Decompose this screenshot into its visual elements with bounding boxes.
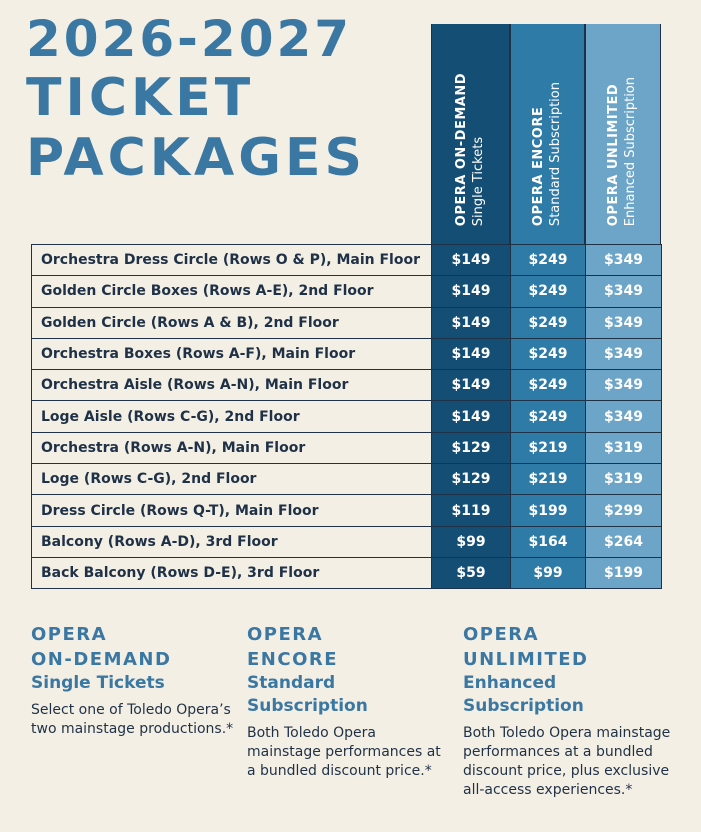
price-on-demand: $149 — [432, 245, 511, 276]
table-row — [32, 401, 662, 432]
seat-section: Orchestra Dress Circle (Rows O & P), Main Floor — [32, 245, 432, 276]
table-row — [32, 276, 662, 307]
package-description-on-demand — [31, 622, 236, 739]
seat-section: Orchestra (Rows A-N), Main Floor — [32, 432, 432, 463]
price-encore: $219 — [511, 464, 586, 495]
package-description-encore — [247, 622, 452, 781]
price-unlimited: $349 — [586, 276, 662, 307]
table-row — [32, 526, 662, 557]
seat-section: Back Balcony (Rows D-E), 3rd Floor — [32, 557, 432, 588]
price-on-demand: $129 — [432, 464, 511, 495]
column-header-on-demand — [431, 24, 510, 244]
seat-section: Orchestra Aisle (Rows A-N), Main Floor — [32, 370, 432, 401]
price-unlimited: $349 — [586, 245, 662, 276]
price-on-demand: $129 — [432, 432, 511, 463]
table-row — [32, 432, 662, 463]
seat-section: Golden Circle Boxes (Rows A-E), 2nd Floor — [32, 276, 432, 307]
price-on-demand: $149 — [432, 401, 511, 432]
price-on-demand: $119 — [432, 495, 511, 526]
column-header-sub: Single Tickets — [470, 136, 486, 226]
column-header-name: OPERA UNLIMITED — [606, 83, 622, 226]
table-row — [32, 557, 662, 588]
price-unlimited: $349 — [586, 338, 662, 369]
price-encore: $199 — [511, 495, 586, 526]
price-on-demand: $149 — [432, 370, 511, 401]
title-ticket: TICKET — [26, 68, 255, 128]
price-encore: $219 — [511, 432, 586, 463]
seat-section: Loge (Rows C-G), 2nd Floor — [32, 464, 432, 495]
price-encore: $249 — [511, 338, 586, 369]
price-encore: $249 — [511, 401, 586, 432]
package-text: Both Toledo Opera mainstage performances at a bundled discount price, plus exclusive all-access experiences.* — [463, 725, 671, 798]
seat-section: Golden Circle (Rows A & B), 2nd Floor — [32, 307, 432, 338]
seat-section: Dress Circle (Rows Q-T), Main Floor — [32, 495, 432, 526]
column-header-sub: Standard Subscription — [547, 81, 563, 226]
table-row — [32, 338, 662, 369]
price-encore: $164 — [511, 526, 586, 557]
column-header-sub: Enhanced Subscription — [623, 76, 638, 226]
price-unlimited: $319 — [586, 432, 662, 463]
price-on-demand: $59 — [432, 557, 511, 588]
price-on-demand: $149 — [432, 338, 511, 369]
table-row — [32, 307, 662, 338]
package-name: OPERA ENCORE — [247, 624, 339, 670]
price-unlimited: $299 — [586, 495, 662, 526]
package-text: Select one of Toledo Opera’s two mainstage productions.* — [31, 702, 234, 737]
seat-section: Loge Aisle (Rows C-G), 2nd Floor — [32, 401, 432, 432]
price-unlimited: $349 — [586, 307, 662, 338]
table-row — [32, 495, 662, 526]
price-encore: $249 — [511, 276, 586, 307]
table-row — [32, 464, 662, 495]
page-title — [26, 10, 366, 188]
package-description-unlimited — [463, 622, 673, 800]
column-header-encore — [510, 24, 585, 244]
package-name: OPERA UNLIMITED — [463, 624, 589, 670]
table-row — [32, 245, 662, 276]
price-unlimited: $349 — [586, 370, 662, 401]
price-unlimited: $319 — [586, 464, 662, 495]
title-season: 2026-2027 — [26, 10, 353, 68]
price-on-demand: $149 — [432, 276, 511, 307]
price-unlimited: $199 — [586, 557, 662, 588]
price-on-demand: $149 — [432, 307, 511, 338]
package-subtitle: Enhanced Subscription — [463, 673, 584, 716]
table-row — [32, 370, 662, 401]
price-encore: $249 — [511, 370, 586, 401]
seat-section: Balcony (Rows A-D), 3rd Floor — [32, 526, 432, 557]
column-header-unlimited — [585, 24, 661, 244]
column-header-name: OPERA ON-DEMAND — [453, 72, 469, 226]
title-packages: PACKAGES — [26, 128, 366, 188]
package-name: OPERA ON-DEMAND — [31, 624, 172, 670]
package-subtitle: Single Tickets — [31, 673, 165, 693]
price-encore: $249 — [511, 307, 586, 338]
package-text: Both Toledo Opera mainstage performances at a bundled discount price.* — [247, 725, 441, 779]
price-encore: $99 — [511, 557, 586, 588]
price-table — [31, 244, 662, 589]
price-encore: $249 — [511, 245, 586, 276]
price-on-demand: $99 — [432, 526, 511, 557]
price-unlimited: $349 — [586, 401, 662, 432]
seat-section: Orchestra Boxes (Rows A-F), Main Floor — [32, 338, 432, 369]
price-unlimited: $264 — [586, 526, 662, 557]
column-header-name: OPERA ENCORE — [530, 106, 546, 226]
package-subtitle: Standard Subscription — [247, 673, 368, 716]
